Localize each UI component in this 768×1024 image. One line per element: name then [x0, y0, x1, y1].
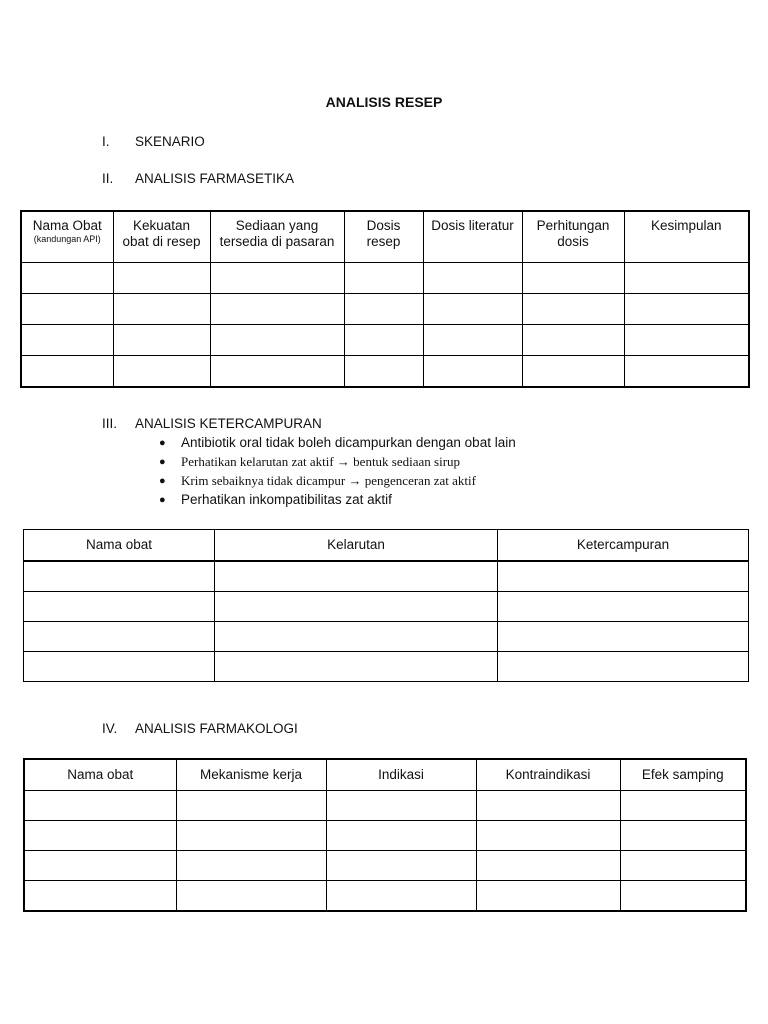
- table-row: [24, 821, 746, 851]
- bullet-item: [0, 434, 700, 452]
- section-number: I.: [102, 134, 110, 149]
- table-cell[interactable]: [624, 263, 749, 294]
- header-label-line2: obat di resep: [122, 234, 201, 249]
- bullet-item: [0, 453, 700, 471]
- bullet-text: Krim sebaiknya tidak dicampur → pengenceran zat aktif: [181, 473, 476, 488]
- table-row: [21, 356, 749, 388]
- bullet-icon: ●: [159, 437, 166, 449]
- section-label: SKENARIO: [135, 134, 205, 149]
- section-label: ANALISIS FARMAKOLOGI: [135, 721, 298, 736]
- table-cell[interactable]: [423, 325, 522, 356]
- table-cell[interactable]: [24, 561, 215, 592]
- header-label: Nama Obat: [32, 218, 102, 233]
- header-label: Perhitungan: [536, 218, 610, 233]
- table-row: [21, 263, 749, 294]
- table-cell[interactable]: [24, 821, 176, 851]
- header-label: Sediaan yang: [235, 218, 319, 233]
- table-row: [24, 561, 749, 592]
- table-cell[interactable]: [498, 622, 749, 652]
- header-cell-kesimpulan: [624, 211, 749, 263]
- header-cell-perhitungan: [522, 211, 624, 263]
- header-cell-nama-obat: Nama obat: [24, 759, 176, 791]
- bullet-icon: ●: [159, 494, 166, 506]
- table-cell[interactable]: [24, 791, 176, 821]
- header-cell-mekanisme-kerja: Mekanisme kerja: [176, 759, 326, 791]
- header-cell-dosis-literatur: [423, 211, 522, 263]
- table-header-row: [21, 211, 749, 263]
- header-label: Kesimpulan: [650, 218, 722, 233]
- table-row: [24, 851, 746, 881]
- table-cell[interactable]: [620, 881, 746, 912]
- table-cell[interactable]: [24, 851, 176, 881]
- table-cell[interactable]: [176, 791, 326, 821]
- table-cell[interactable]: [476, 791, 620, 821]
- table-cell[interactable]: [326, 791, 476, 821]
- table-cell[interactable]: [326, 881, 476, 912]
- farmasetika-table: [20, 210, 750, 388]
- table-row: [24, 652, 749, 682]
- table-cell[interactable]: [476, 881, 620, 912]
- bullet-icon: ●: [159, 475, 166, 487]
- header-cell-kekuatan: [113, 211, 210, 263]
- bullet-text: Perhatikan inkompatibilitas zat aktif: [181, 492, 392, 507]
- header-cell-efek-samping: Efek samping: [620, 759, 746, 791]
- table-cell[interactable]: [624, 325, 749, 356]
- table-cell[interactable]: [344, 263, 423, 294]
- table-cell[interactable]: [498, 652, 749, 682]
- section-number: II.: [102, 171, 114, 186]
- table-cell[interactable]: [498, 561, 749, 592]
- table-cell[interactable]: [624, 356, 749, 388]
- farmakologi-table: [23, 758, 747, 912]
- table-cell[interactable]: [620, 791, 746, 821]
- table-row: [24, 592, 749, 622]
- table-cell[interactable]: [21, 263, 113, 294]
- table-cell[interactable]: [215, 622, 498, 652]
- table-cell[interactable]: [326, 851, 476, 881]
- table-cell[interactable]: [113, 356, 210, 388]
- header-cell-nama-obat: [21, 211, 113, 263]
- header-label-line2: resep: [366, 234, 401, 249]
- header-cell-indikasi: Indikasi: [326, 759, 476, 791]
- table-cell[interactable]: [522, 356, 624, 388]
- section-label: ANALISIS FARMASETIKA: [135, 171, 295, 186]
- table-cell[interactable]: [498, 592, 749, 622]
- table-cell[interactable]: [476, 851, 620, 881]
- bullet-item: [0, 491, 700, 509]
- table-cell[interactable]: [423, 294, 522, 325]
- table-row: [24, 881, 746, 912]
- table-cell[interactable]: [24, 592, 215, 622]
- header-cell-kelarutan: Kelarutan: [215, 530, 498, 562]
- table-cell[interactable]: [21, 294, 113, 325]
- section-number: IV.: [102, 721, 118, 736]
- table-cell[interactable]: [522, 325, 624, 356]
- table-cell[interactable]: [24, 622, 215, 652]
- header-cell-kontraindikasi: Kontraindikasi: [476, 759, 620, 791]
- header-label: Dosis: [366, 218, 401, 233]
- header-label: Dosis literatur: [431, 218, 514, 233]
- ketercampuran-table: [23, 529, 749, 682]
- table-cell[interactable]: [344, 356, 423, 388]
- table-header-row: [24, 530, 749, 562]
- table-cell[interactable]: [215, 652, 498, 682]
- header-label-line2: tersedia di pasaran: [219, 234, 335, 249]
- table-cell[interactable]: [215, 561, 498, 592]
- table-cell[interactable]: [210, 356, 344, 388]
- header-label: Kekuatan: [132, 218, 191, 233]
- table-cell[interactable]: [476, 821, 620, 851]
- header-cell-sediaan: [210, 211, 344, 263]
- table-cell[interactable]: [624, 294, 749, 325]
- table-cell[interactable]: [176, 851, 326, 881]
- page-title: ANALISIS RESEP: [325, 94, 443, 110]
- table-cell[interactable]: [522, 263, 624, 294]
- header-sublabel: (kandungan API): [33, 234, 101, 244]
- table-cell[interactable]: [215, 592, 498, 622]
- table-cell[interactable]: [21, 356, 113, 388]
- section-label: ANALISIS KETERCAMPURAN: [135, 416, 322, 431]
- bullet-text: Perhatikan kelarutan zat aktif → bentuk sediaan sirup: [181, 454, 461, 469]
- header-cell-nama-obat: Nama obat: [24, 530, 215, 562]
- bullet-icon: ●: [159, 456, 166, 468]
- table-cell[interactable]: [24, 652, 215, 682]
- table-cell[interactable]: [423, 263, 522, 294]
- header-cell-ketercampuran: Ketercampuran: [498, 530, 749, 562]
- table-cell[interactable]: [210, 294, 344, 325]
- table-cell[interactable]: [113, 294, 210, 325]
- header-cell-dosis-resep: [344, 211, 423, 263]
- table-cell[interactable]: [210, 263, 344, 294]
- header-label-line2: dosis: [557, 234, 589, 249]
- table-cell[interactable]: [326, 821, 476, 851]
- table-row: [24, 622, 749, 652]
- table-cell[interactable]: [620, 851, 746, 881]
- bullet-text: Antibiotik oral tidak boleh dicampurkan dengan obat lain: [181, 435, 516, 450]
- table-cell[interactable]: [344, 294, 423, 325]
- section-number: III.: [102, 416, 118, 431]
- table-row: [21, 294, 749, 325]
- table-cell[interactable]: [344, 325, 423, 356]
- table-cell[interactable]: [176, 821, 326, 851]
- bullet-item: [0, 472, 700, 490]
- table-cell[interactable]: [113, 325, 210, 356]
- table-cell[interactable]: [423, 356, 522, 388]
- table-cell[interactable]: [176, 881, 326, 912]
- table-cell[interactable]: [522, 294, 624, 325]
- table-row: [24, 791, 746, 821]
- table-row: [21, 325, 749, 356]
- table-cell[interactable]: [620, 821, 746, 851]
- table-cell[interactable]: [113, 263, 210, 294]
- table-cell[interactable]: [21, 325, 113, 356]
- table-cell[interactable]: [210, 325, 344, 356]
- table-cell[interactable]: [24, 881, 176, 912]
- table-header-row: [24, 759, 746, 791]
